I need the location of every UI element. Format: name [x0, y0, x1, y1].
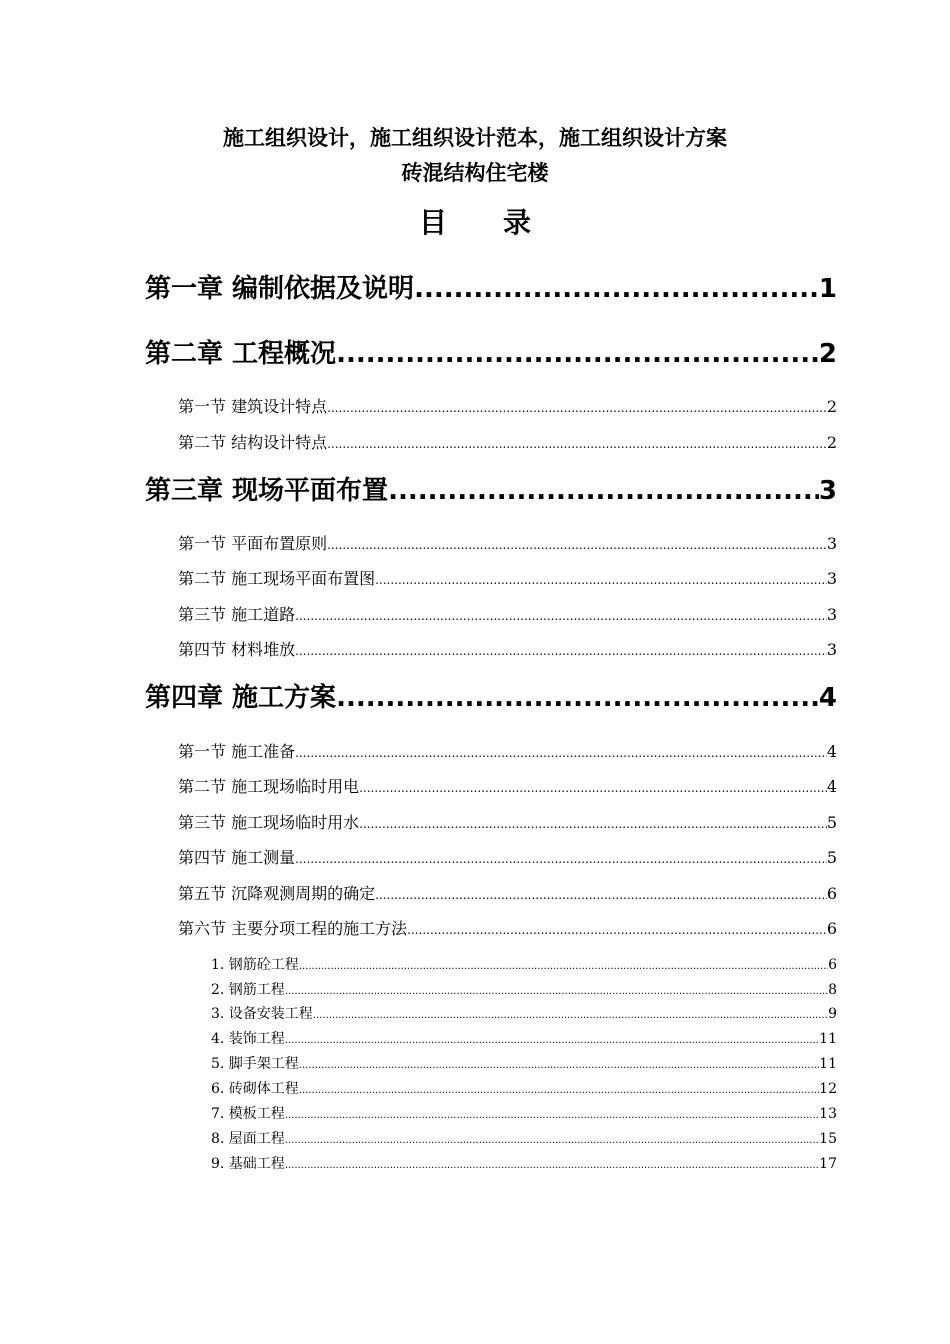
toc-leader-dots [295, 605, 827, 627]
toc-leader-dots [285, 1031, 819, 1051]
toc-leader-dots [299, 1081, 819, 1101]
toc-item[interactable] [211, 1104, 837, 1126]
toc-page-number: 6 [826, 919, 837, 938]
toc-section[interactable] [178, 776, 837, 799]
toc-leader-dots [327, 397, 827, 419]
toc-chapter-label: 第二章 工程概况 [145, 339, 337, 369]
toc-item[interactable] [211, 1004, 837, 1026]
toc-leader-dots [299, 957, 828, 977]
toc-leader-dots [285, 982, 828, 1002]
toc-leader-dots [285, 1156, 819, 1176]
toc-item-label: 1. 钢筋砼工程 [211, 957, 299, 973]
toc-section[interactable] [178, 883, 837, 906]
toc-leader-dots [375, 569, 827, 591]
toc-leader-dots [359, 777, 827, 799]
toc-page-number: 5 [826, 848, 837, 867]
toc-item-label: 6. 砖砌体工程 [211, 1081, 299, 1097]
toc-item[interactable] [211, 1154, 837, 1176]
toc-section-label: 第二节 结构设计特点 [178, 433, 328, 452]
toc-page-number: 4 [818, 683, 837, 713]
toc-item-label: 7. 模板工程 [211, 1106, 285, 1122]
toc-item-label: 5. 脚手架工程 [211, 1056, 299, 1072]
toc-leader-dots [336, 337, 819, 371]
toc-leader-dots [295, 640, 827, 662]
toc-item-label: 3. 设备安装工程 [211, 1006, 313, 1022]
toc-page-number: 1 [818, 274, 837, 304]
toc-section-label: 第二节 施工现场临时用电 [178, 777, 360, 796]
document-subtitle: 砖混结构住宅楼 [401, 161, 549, 185]
toc-heading-char-2: 录 [503, 206, 532, 239]
toc-page-number: 2 [826, 397, 837, 416]
toc-leader-dots [299, 1056, 819, 1076]
toc-chapter-label: 第四章 施工方案 [145, 683, 337, 713]
toc-item-label: 8. 屋面工程 [211, 1131, 285, 1147]
toc-leader-dots [295, 742, 827, 764]
toc-chapter-2[interactable] [145, 337, 837, 371]
toc-page-number: 13 [819, 1106, 837, 1122]
toc-page-number: 6 [826, 884, 837, 903]
toc-leader-dots [336, 681, 819, 715]
toc-heading-char-1: 目 [418, 206, 447, 239]
toc-section-label: 第二节 施工现场平面布置图 [178, 569, 376, 588]
toc-page-number: 15 [819, 1131, 837, 1147]
toc-page-number: 11 [819, 1056, 837, 1072]
toc-page-number: 12 [819, 1081, 837, 1097]
toc-section[interactable] [178, 568, 837, 591]
toc-chapter-3[interactable] [145, 474, 837, 508]
toc-section-label: 第四节 材料堆放 [178, 640, 296, 659]
toc-leader-dots [327, 433, 827, 455]
toc-page-number: 5 [826, 813, 837, 832]
toc-item-label: 2. 钢筋工程 [211, 982, 285, 998]
toc-chapter-4[interactable] [145, 681, 837, 715]
toc-section-label: 第六节 主要分项工程的施工方法 [178, 919, 408, 938]
toc-item-label: 4. 装饰工程 [211, 1031, 285, 1047]
toc-section[interactable] [178, 533, 837, 556]
toc-page-number: 4 [826, 742, 837, 761]
toc-page-number: 8 [828, 982, 837, 998]
toc-section-label: 第三节 施工道路 [178, 605, 296, 624]
toc-section[interactable] [178, 918, 837, 941]
toc-item-label: 9. 基础工程 [211, 1156, 285, 1172]
toc-item[interactable] [211, 980, 837, 1002]
toc-page-number: 2 [818, 339, 837, 369]
toc-section[interactable] [178, 432, 837, 455]
toc-page-number: 11 [819, 1031, 837, 1047]
toc-leader-dots [327, 534, 827, 556]
toc-page-number: 3 [826, 569, 837, 588]
toc-item[interactable] [211, 955, 837, 977]
toc-section[interactable] [178, 639, 837, 662]
toc-leader-dots [407, 919, 827, 941]
toc-page-number: 3 [818, 476, 837, 506]
document-title: 施工组织设计，施工组织设计范本，施工组织设计方案 [223, 126, 727, 150]
toc-chapter-label: 第一章 编制依据及说明 [145, 274, 415, 304]
toc-section-label: 第一节 施工准备 [178, 742, 296, 761]
toc-leader-dots [375, 884, 827, 906]
toc-page-number: 3 [826, 534, 837, 553]
toc-page-number: 9 [828, 1006, 837, 1022]
toc-section[interactable] [178, 604, 837, 627]
toc-section-label: 第一节 建筑设计特点 [178, 397, 328, 416]
toc-leader-dots [359, 813, 827, 835]
toc-page-number: 2 [826, 433, 837, 452]
toc-leader-dots [313, 1006, 828, 1026]
toc-section[interactable] [178, 396, 837, 419]
toc-leader-dots [414, 272, 819, 306]
toc-section-label: 第四节 施工测量 [178, 848, 296, 867]
toc-page-number: 3 [826, 605, 837, 624]
toc-item[interactable] [211, 1029, 837, 1051]
toc-item[interactable] [211, 1079, 837, 1101]
toc-page-number: 6 [828, 957, 837, 973]
toc-section[interactable] [178, 847, 837, 870]
toc-leader-dots [295, 848, 827, 870]
toc-chapter-label: 第三章 现场平面布置 [145, 476, 389, 506]
toc-item[interactable] [211, 1129, 837, 1151]
toc-page-number: 17 [819, 1156, 837, 1172]
toc-chapter-1[interactable] [145, 272, 837, 306]
toc-item[interactable] [211, 1054, 837, 1076]
toc-leader-dots [285, 1106, 819, 1126]
toc-leader-dots [388, 474, 819, 508]
toc-section-label: 第一节 平面布置原则 [178, 534, 328, 553]
toc-section-label: 第三节 施工现场临时用水 [178, 813, 360, 832]
toc-page-number: 3 [826, 640, 837, 659]
toc-section-label: 第五节 沉降观测周期的确定 [178, 884, 376, 903]
toc-leader-dots [285, 1131, 819, 1151]
toc-page-number: 4 [826, 777, 837, 796]
toc-section[interactable] [178, 812, 837, 835]
toc-section[interactable] [178, 741, 837, 764]
